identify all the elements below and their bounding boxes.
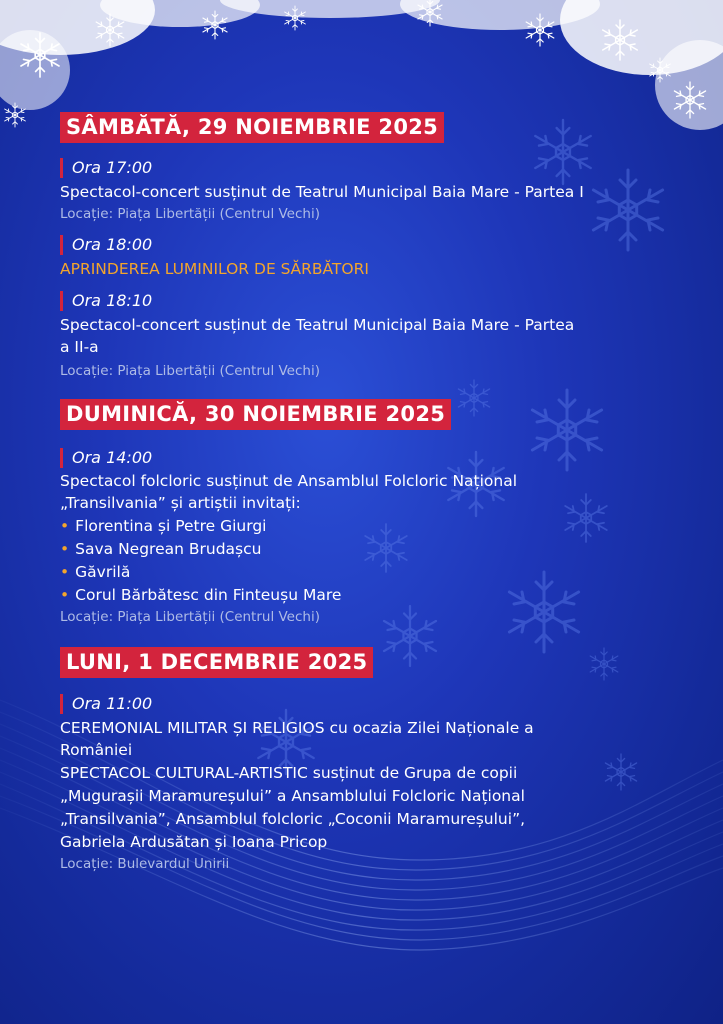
bullet-icon: • (60, 540, 70, 558)
bullet-icon: • (60, 586, 70, 604)
event-description: Spectacol-concert susținut de Teatrul Municipal Baia Mare - Partea (60, 316, 575, 334)
event-description: Gabriela Ardusătan și Ioana Pricop (60, 833, 328, 851)
event-location: Locație: Piața Libertății (Centrul Vechi) (60, 206, 320, 222)
event-highlight: APRINDEREA LUMINILOR DE SĂRBĂTORI (60, 260, 369, 278)
snow-frost-border (0, 0, 723, 130)
event-description: „Transilvania” și artiștii invitați: (60, 494, 301, 512)
list-item: • Sava Negrean Brudașcu (60, 540, 262, 558)
snowflake-icon (5, 0, 706, 127)
event-description: SPECTACOL CULTURAL-ARTISTIC susținut de Grupa de copii (60, 764, 518, 782)
event-time: Ora 17:00 (60, 158, 152, 178)
event-description: „Transilvania”, Ansamblul folcloric „Coconii Maramureșului”, (60, 810, 526, 828)
day-heading: SÂMBĂTĂ, 29 NOIEMBRIE 2025 (60, 112, 444, 143)
event-description: CEREMONIAL MILITAR ȘI RELIGIOS cu ocazia Zilei Naționale a (60, 719, 534, 737)
event-time: Ora 18:00 (60, 235, 152, 255)
event-location: Locație: Bulevardul Unirii (60, 856, 230, 872)
event-time: Ora 11:00 (60, 694, 152, 714)
event-location: Locație: Piața Libertății (Centrul Vechi) (60, 609, 320, 625)
bullet-icon: • (60, 563, 70, 581)
event-description: României (60, 741, 133, 759)
bullet-icon: • (60, 517, 70, 535)
event-time: Ora 14:00 (60, 448, 152, 468)
event-description: Spectacol folcloric susținut de Ansamblul Folcloric Național (60, 472, 518, 490)
list-item: • Florentina și Petre Giurgi (60, 517, 267, 535)
day-heading: DUMINICĂ, 30 NOIEMBRIE 2025 (60, 399, 451, 430)
day-heading: LUNI, 1 DECEMBRIE 2025 (60, 647, 373, 678)
list-item: • Corul Bărbătesc din Finteușu Mare (60, 586, 342, 604)
event-description: „Mugurașii Maramureșului” a Ansamblului Folcloric Național (60, 787, 525, 805)
event-description: a II-a (60, 338, 99, 356)
event-location: Locație: Piața Libertății (Centrul Vechi) (60, 363, 320, 379)
list-item: • Găvrilă (60, 563, 131, 581)
event-time: Ora 18:10 (60, 291, 152, 311)
event-description: Spectacol-concert susținut de Teatrul Municipal Baia Mare - Partea I (60, 183, 584, 201)
